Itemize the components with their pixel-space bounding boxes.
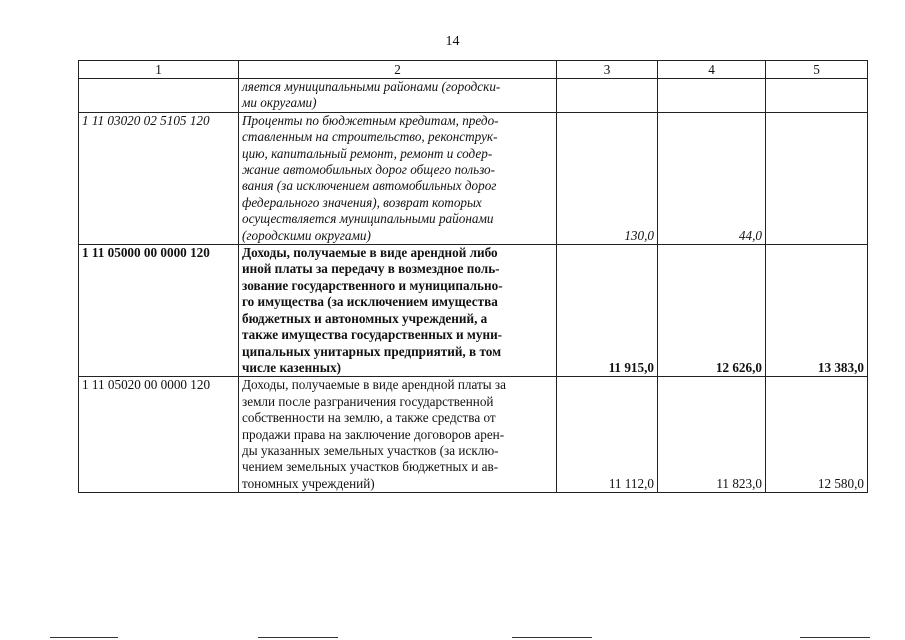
- column-header-4: 4: [658, 61, 766, 79]
- description-line: зование государственного и муниципально-: [242, 277, 503, 293]
- description-line: бюджетных и автономных учреждений, а: [242, 310, 488, 326]
- budget-table: [78, 60, 868, 493]
- description-line: (городскими округами): [242, 227, 371, 243]
- description-line: ми округами): [242, 95, 317, 111]
- column-header-2: 2: [239, 61, 557, 79]
- amount-col-3-cell: 130,0: [557, 112, 658, 244]
- page-number: 14: [445, 34, 460, 49]
- description-line: федерального значения), возврат которых: [242, 194, 482, 210]
- description-line: числе казенных): [242, 359, 342, 375]
- amount-col-3-cell: 11 915,0: [557, 245, 658, 377]
- amount-col-3-cell: [557, 79, 658, 113]
- description-line: ставленным на строительство, реконструк-: [242, 129, 498, 145]
- column-header-3: 3: [557, 61, 658, 79]
- column-header-5: 5: [766, 61, 868, 79]
- description-line: собственности на землю, а также средства от: [242, 410, 496, 426]
- budget-code-cell: 1 11 05000 00 0000 120: [79, 245, 239, 377]
- description-line: ципальных унитарных предприятий, в том: [242, 343, 502, 359]
- description-line: жание автомобильных дорог общего пользо-: [242, 162, 496, 178]
- amount-col-3-cell: 11 112,0: [557, 377, 658, 493]
- amount-col-5-cell: [766, 79, 868, 113]
- amount-col-4-cell: 12 626,0: [658, 245, 766, 377]
- description-line: ды указанных земельных участков (за исклю-: [242, 442, 499, 458]
- table-row: [79, 112, 868, 244]
- description-line: земли после разграничения государственной: [242, 393, 494, 409]
- amount-col-5-cell: 12 580,0: [766, 377, 868, 493]
- amount-col-4-cell: 11 823,0: [658, 377, 766, 493]
- footer-rule: [800, 637, 870, 638]
- description-line: иной платы за передачу в возмездное поль-: [242, 261, 500, 277]
- table-header-row: [79, 61, 868, 79]
- description-line: цию, капитальный ремонт, ремонт и содер-: [242, 145, 493, 161]
- footer-rule: [512, 637, 592, 638]
- footer-rule: [50, 637, 118, 638]
- description-line: осуществляется муниципальными районами: [242, 211, 494, 227]
- description-line: ляется муниципальными районами (городски-: [242, 79, 501, 94]
- description-line: го имущества (за исключением имущества: [242, 294, 498, 310]
- footer-rule: [258, 637, 338, 638]
- amount-col-5-cell: 13 383,0: [766, 245, 868, 377]
- amount-col-5-cell: [766, 112, 868, 244]
- amount-col-4-cell: 44,0: [658, 112, 766, 244]
- amount-col-4-cell: [658, 79, 766, 113]
- description-line: тономных учреждений): [242, 475, 375, 491]
- description-cell: [239, 245, 557, 377]
- description-line: чением земельных участков бюджетных и ав-: [242, 459, 499, 475]
- table-body: [79, 79, 868, 493]
- table-row: [79, 79, 868, 113]
- description-line: Доходы, получаемые в виде арендной либо: [242, 245, 498, 261]
- description-line: также имущества государственных и муни-: [242, 327, 503, 343]
- description-cell: [239, 377, 557, 493]
- description-line: Доходы, получаемые в виде арендной платы за: [242, 377, 506, 393]
- budget-code-cell: [79, 79, 239, 113]
- description-cell: [239, 112, 557, 244]
- table-row: [79, 245, 868, 377]
- description-line: продажи права на заключение договоров арен-: [242, 426, 505, 442]
- column-header-1: 1: [79, 61, 239, 79]
- table-row: [79, 377, 868, 493]
- budget-code-cell: 1 11 03020 02 5105 120: [79, 112, 239, 244]
- description-cell: [239, 79, 557, 113]
- budget-code-cell: 1 11 05020 00 0000 120: [79, 377, 239, 493]
- description-line: Проценты по бюджетным кредитам, предо-: [242, 112, 499, 128]
- description-line: вания (за исключением автомобильных дорог: [242, 178, 497, 194]
